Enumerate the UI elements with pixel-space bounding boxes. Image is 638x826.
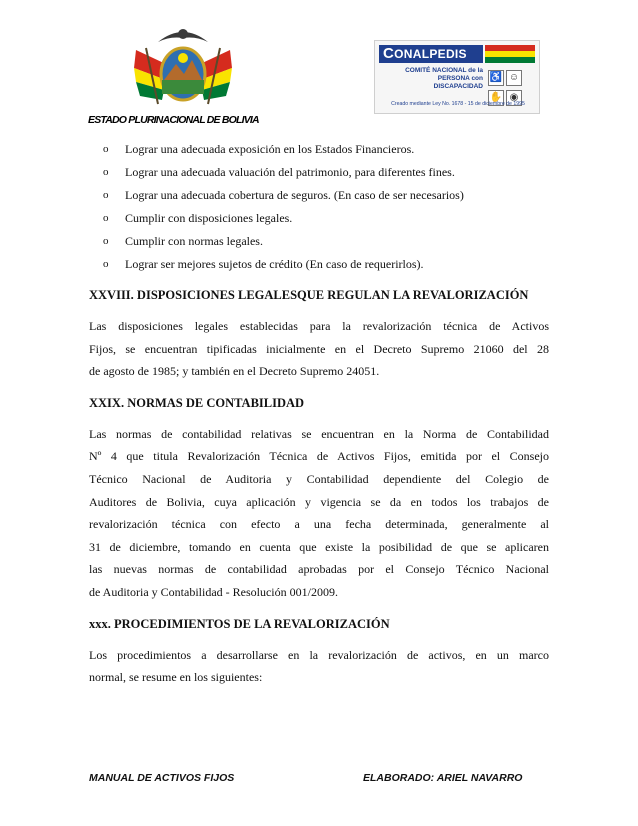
list-item: o Lograr una adecuada exposición en los Estados Financieros. (89, 138, 549, 161)
coat-of-arms-icon (128, 20, 238, 115)
section-paragraph-procedimientos: Los procedimientos a desarrollarse en la revalorización de activos, en un marco normal, se resume en los siguientes: (89, 647, 549, 685)
bullet-icon: o (103, 143, 109, 155)
section-paragraph-disposiciones: Las disposiciones legales establecidas para la revalorización técnica de Activos Fijos, se encuentran tipificadas inicialmente en el Decreto Supremo 21060 del 28 de agosto de 1985; y también en el Decreto Supremo 24051. (89, 319, 549, 379)
bullet-icon: o (103, 235, 109, 247)
person-icon: ☺ (506, 70, 522, 86)
section-heading-normas: XXIX. NORMAS DE CONTABILIDAD (89, 395, 305, 410)
bullet-icon: o (103, 189, 109, 201)
list-item: o Cumplir con disposiciones legales. (89, 207, 549, 230)
objectives-list (89, 138, 549, 276)
section-heading-procedimientos: xxx. PROCEDIMIENTOS DE LA REVALORIZACIÓN (89, 616, 390, 631)
eye-icon: ◉ (506, 90, 522, 106)
bolivia-flag-icon (485, 45, 535, 63)
section-paragraph-normas: Las normas de contabilidad relativas se encuentran en la Norma de Contabilidad Nº 4 que titula Revalorización Técnica de Activos Fijos, emitida por el Consejo Técnico Nacional de Auditoria y Contabilidad dependiente del Colegio de Auditores de Bolivia, cuya aplicación y vigencia se da en todos los trabajos de revalorización técnica con efecto a una fecha determinada, generalmente al 31 de diciembre, tomando en cuenta que existe la posibilidad de que se aplicaren las nuevas normas de contabilidad aprobadas por el Consejo Técnico Nacional de Auditoria y Contabilidad - Resolución 001/2009. (89, 426, 549, 599)
list-item: o Cumplir con normas legales. (89, 230, 549, 253)
wheelchair-icon: ♿ (488, 70, 504, 86)
hand-icon: ✋ (488, 90, 504, 106)
bullet-icon: o (103, 166, 109, 178)
footer-author: ELABORADO: ARIEL NAVARRO (363, 772, 523, 784)
list-item: o Lograr ser mejores sujetos de crédito (En caso de requerirlos). (89, 253, 549, 276)
bullet-icon: o (103, 212, 109, 224)
conalpedis-logo-title: CONALPEDIS (379, 45, 483, 63)
document-body (89, 138, 549, 689)
conalpedis-logo-subtitle: COMITÉ NACIONAL de la PERSONA con DISCAPACIDAD (405, 67, 483, 90)
disability-icons (487, 67, 535, 103)
conalpedis-logo-footnote: Creado mediante Ley No. 1678 - 15 de diciembre de 1995 (391, 101, 525, 107)
header-label: ESTADO PLURINACIONAL DE BOLIVIA (88, 114, 259, 126)
section-heading-disposiciones: XXVIII. DISPOSICIONES LEGALESQUE REGULAN LA REVALORIZACIÓN (89, 288, 529, 302)
footer-manual-title: MANUAL DE ACTIVOS FIJOS (89, 772, 235, 784)
conalpedis-logo (374, 40, 540, 114)
list-item: o Lograr una adecuada cobertura de seguros. (En caso de ser necesarios) (89, 184, 549, 207)
bullet-icon: o (103, 258, 109, 270)
list-item: o Lograr una adecuada valuación del patrimonio, para diferentes fines. (89, 161, 549, 184)
